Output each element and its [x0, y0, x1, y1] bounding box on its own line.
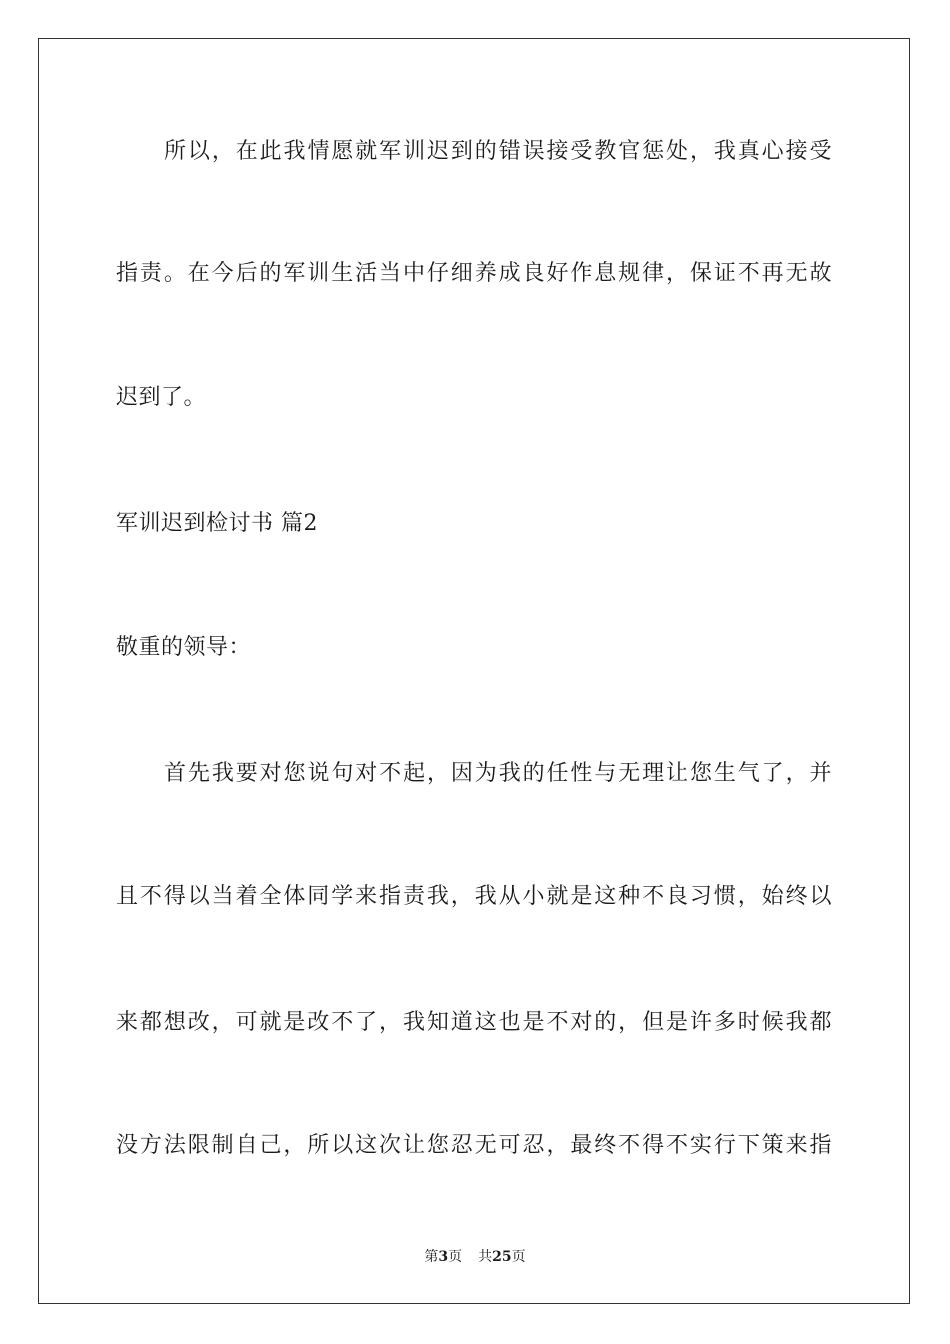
page-prefix: 第 — [424, 1249, 439, 1265]
paragraph-line-6: 来都想改，可就是改不了，我知道这也是不对的，但是许多时候我都 — [116, 1010, 832, 1035]
page-border — [38, 38, 910, 1304]
page-suffix: 页 — [448, 1249, 463, 1265]
paragraph-line-2: 指责。在今后的军训生活当中仔细养成良好作息规律，保证不再无故 — [116, 261, 832, 286]
page-number: 3 — [438, 1249, 449, 1265]
page-footer — [0, 1248, 950, 1266]
section-heading: 军训迟到检讨书 篇2 — [116, 511, 318, 536]
total-suffix: 页 — [511, 1249, 526, 1265]
paragraph-line-3: 迟到了。 — [116, 385, 207, 410]
paragraph-line-5: 且不得以当着全体同学来指责我，我从小就是这种不良习惯，始终以 — [116, 884, 832, 909]
total-pages: 25 — [492, 1249, 512, 1265]
salutation: 敬重的领导： — [116, 635, 252, 660]
paragraph-line-1: 所以，在此我情愿就军训迟到的错误接受教官惩处，我真心接受 — [164, 139, 832, 164]
total-prefix: 共 — [478, 1249, 493, 1265]
paragraph-line-7: 没方法限制自己，所以这次让您忍无可忍，最终不得不实行下策来指 — [116, 1133, 832, 1158]
paragraph-line-4: 首先我要对您说句对不起，因为我的任性与无理让您生气了，并 — [164, 761, 832, 786]
